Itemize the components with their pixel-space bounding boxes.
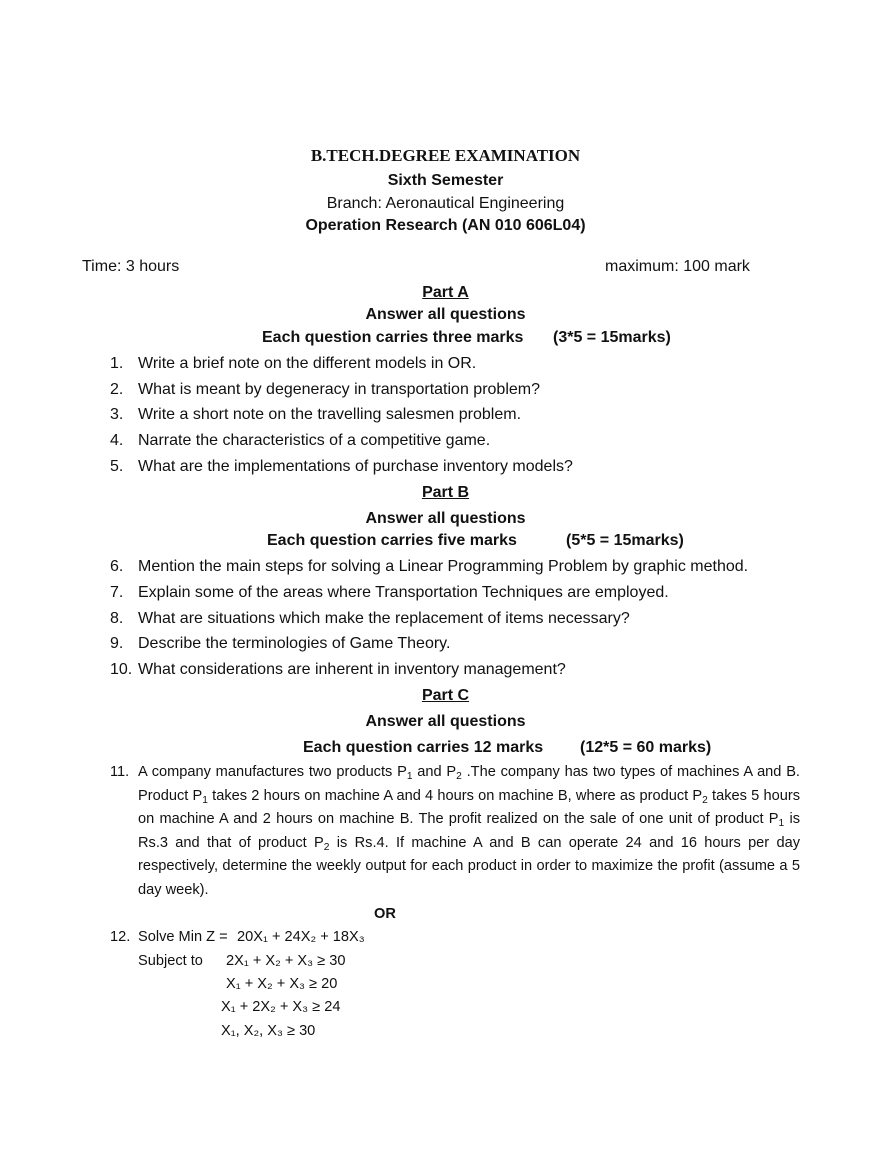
question-number: 6. xyxy=(110,558,124,575)
question-text: Mention the main steps for solving a Linear Programming Problem by graphic method. xyxy=(138,558,749,575)
question-number: 11. xyxy=(110,764,130,780)
question-number: 12. xyxy=(110,929,131,945)
branch: Branch: Aeronautical Engineering xyxy=(326,195,565,212)
question-number: 3. xyxy=(110,406,124,423)
semester: Sixth Semester xyxy=(387,172,504,189)
question-text: What are the implementations of purchase inventory models? xyxy=(138,458,573,475)
question-text: What considerations are inherent in inventory management? xyxy=(138,661,566,678)
question-number: 2. xyxy=(110,381,124,398)
part-c-instruction: Answer all questions xyxy=(365,713,526,730)
question-text: Write a brief note on the different models in OR. xyxy=(138,355,477,372)
constraint: X₁ + 2X₂ + X₃ ≥ 24 xyxy=(221,999,341,1015)
question-number: 4. xyxy=(110,432,124,449)
maximum-marks: maximum: 100 mark xyxy=(605,258,750,275)
question-number: 8. xyxy=(110,610,124,627)
part-b-title: Part B xyxy=(421,484,470,501)
objective-function: 20X₁ + 24X₂ + 18X₃ xyxy=(237,929,365,945)
part-b-marks-total: (5*5 = 15marks) xyxy=(566,532,684,549)
question-text: Narrate the characteristics of a competitive game. xyxy=(138,432,491,449)
question-number: 5. xyxy=(110,458,124,475)
question-text: Write a short note on the travelling salesmen problem. xyxy=(138,406,522,423)
part-b-marks-note: Each question carries five marks xyxy=(267,532,517,549)
or-separator: OR xyxy=(374,906,396,922)
part-a-title: Part A xyxy=(422,284,469,301)
question-number: 10. xyxy=(110,661,133,678)
question-text: Explain some of the areas where Transportation Techniques are employed. xyxy=(138,584,669,601)
subject-title: Operation Research (AN 010 606L04) xyxy=(305,217,586,234)
part-c-marks-note: Each question carries 12 marks xyxy=(303,739,544,756)
part-a-instruction: Answer all questions xyxy=(365,306,526,323)
objective-prefix: Solve Min Z = xyxy=(138,929,228,945)
question-11-text: A company manufactures two products $P_1$ and $P_2$ .The company has two types of machines A and B. Product $P_1$ takes 2 hours on machine A and 4 hours on machine B, where as product $P_2$ takes 5 hours on machine A and 2 hours on machine B. The profit realized on the sale of one unit of product $P_1$ is Rs.3 and that of product $P_2$ is Rs.4. If machine A and B can operate 24 and 16 hours per day respectively, determine the weekly output for each product in order to maximize the profit (assume a 5 day week). xyxy=(138,764,800,898)
question-text: What are situations which make the replacement of items necessary? xyxy=(138,610,630,627)
part-a-marks-note: Each question carries three marks xyxy=(262,329,524,346)
question-number: 7. xyxy=(110,584,124,601)
time-label: Time: 3 hours xyxy=(82,258,180,275)
part-c-title: Part C xyxy=(421,687,470,704)
constraint: X₁, X₂, X₃ ≥ 30 xyxy=(221,1023,316,1039)
question-text: Describe the terminologies of Game Theory. xyxy=(138,635,451,652)
part-a-marks-total: (3*5 = 15marks) xyxy=(553,329,671,346)
constraint: 2X₁ + X₂ + X₃ ≥ 30 xyxy=(226,953,346,969)
part-b-instruction: Answer all questions xyxy=(365,510,526,527)
exam-title: B.TECH.DEGREE EXAMINATION xyxy=(310,146,581,165)
question-number: 1. xyxy=(110,355,124,372)
question-text: What is meant by degeneracy in transportation problem? xyxy=(138,381,540,398)
constraint: X₁ + X₂ + X₃ ≥ 20 xyxy=(226,976,338,992)
question-number: 9. xyxy=(110,635,124,652)
subject-to-label: Subject to xyxy=(138,953,203,969)
part-c-marks-total: (12*5 = 60 marks) xyxy=(580,739,712,756)
